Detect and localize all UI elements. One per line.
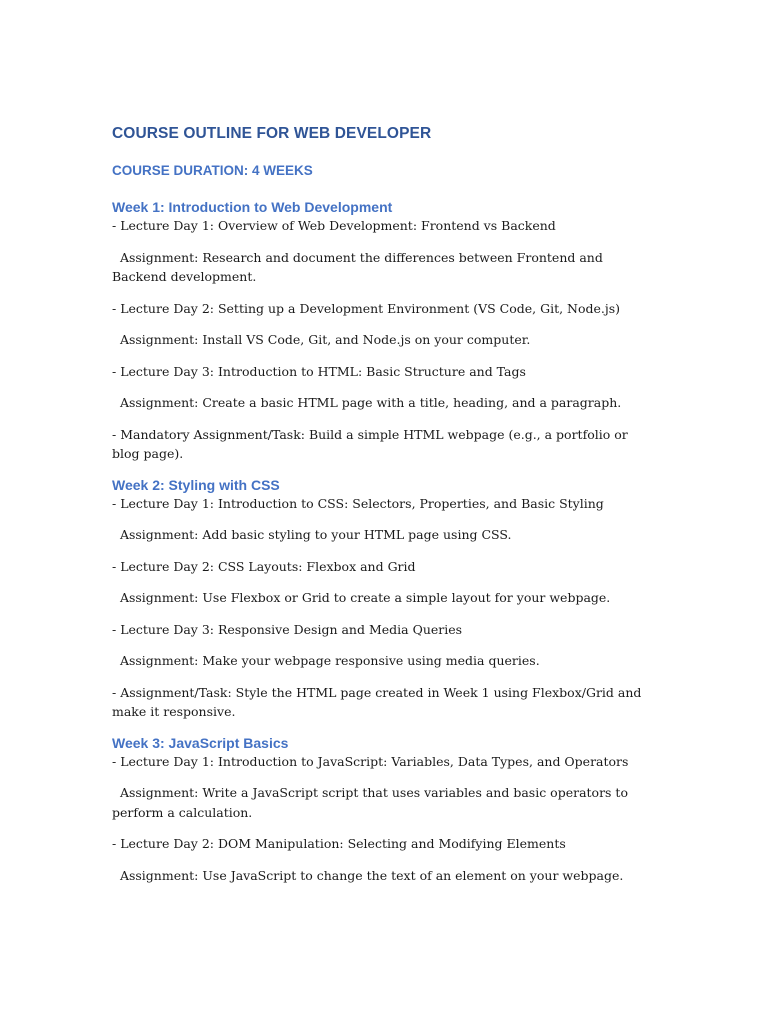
task-line: - Mandatory Assignment/Task: Build a simple HTML webpage (e.g., a portfolio or blog page). (112, 426, 632, 461)
lecture-line: - Lecture Day 3: Responsive Design and Media Queries (112, 621, 463, 637)
lecture-line: - Lecture Day 2: DOM Manipulation: Selecting and Modifying Elements (112, 836, 566, 851)
lecture-line: - Lecture Day 1: Introduction to CSS: Selectors, Properties, and Basic Styling (112, 495, 604, 511)
week-section (112, 198, 657, 464)
lecture-line: - Lecture Day 3: Introduction to HTML: Basic Structure and Tags (112, 363, 526, 379)
week-section (112, 734, 657, 886)
week-heading: Week 2: Styling with CSS (112, 476, 280, 493)
week-section (112, 476, 657, 722)
lecture-line: - Lecture Day 2: CSS Layouts: Flexbox and Grid (112, 558, 416, 574)
assignment-line: Assignment: Install VS Code, Git, and Node.js on your computer. (112, 332, 531, 347)
lecture-line: - Lecture Day 2: Setting up a Development Environment (VS Code, Git, Node.js) (112, 300, 621, 316)
lecture-line: - Lecture Day 1: Overview of Web Development: Frontend vs Backend (112, 218, 556, 233)
week-heading: Week 1: Introduction to Web Development (112, 199, 393, 215)
assignment-line: Assignment: Write a JavaScript script that uses variables and basic operators to perform a calculation. (112, 785, 632, 820)
assignment-line: Assignment: Create a basic HTML page with a title, heading, and a paragraph. (112, 395, 622, 410)
course-duration: COURSE DURATION: 4 WEEKS (112, 163, 313, 178)
assignment-line: Assignment: Research and document the differences between Frontend and Backend development. (112, 249, 607, 284)
assignment-line: Assignment: Make your webpage responsive using media queries. (112, 653, 540, 668)
assignment-line: Assignment: Use Flexbox or Grid to create a simple layout for your webpage. (112, 590, 611, 605)
week-heading: Week 3: JavaScript Basics (112, 734, 289, 751)
task-line: - Assignment/Task: Style the HTML page created in Week 1 using Flexbox/Grid and make it responsive. (112, 684, 646, 719)
assignment-line: Assignment: Add basic styling to your HTML page using CSS. (112, 527, 512, 542)
lecture-line: - Lecture Day 1: Introduction to JavaScript: Variables, Data Types, and Operators (112, 753, 629, 769)
document-title: COURSE OUTLINE FOR WEB DEVELOPER (112, 125, 432, 142)
document-page (112, 124, 657, 897)
assignment-line: Assignment: Use JavaScript to change the text of an element on your webpage. (112, 867, 624, 883)
